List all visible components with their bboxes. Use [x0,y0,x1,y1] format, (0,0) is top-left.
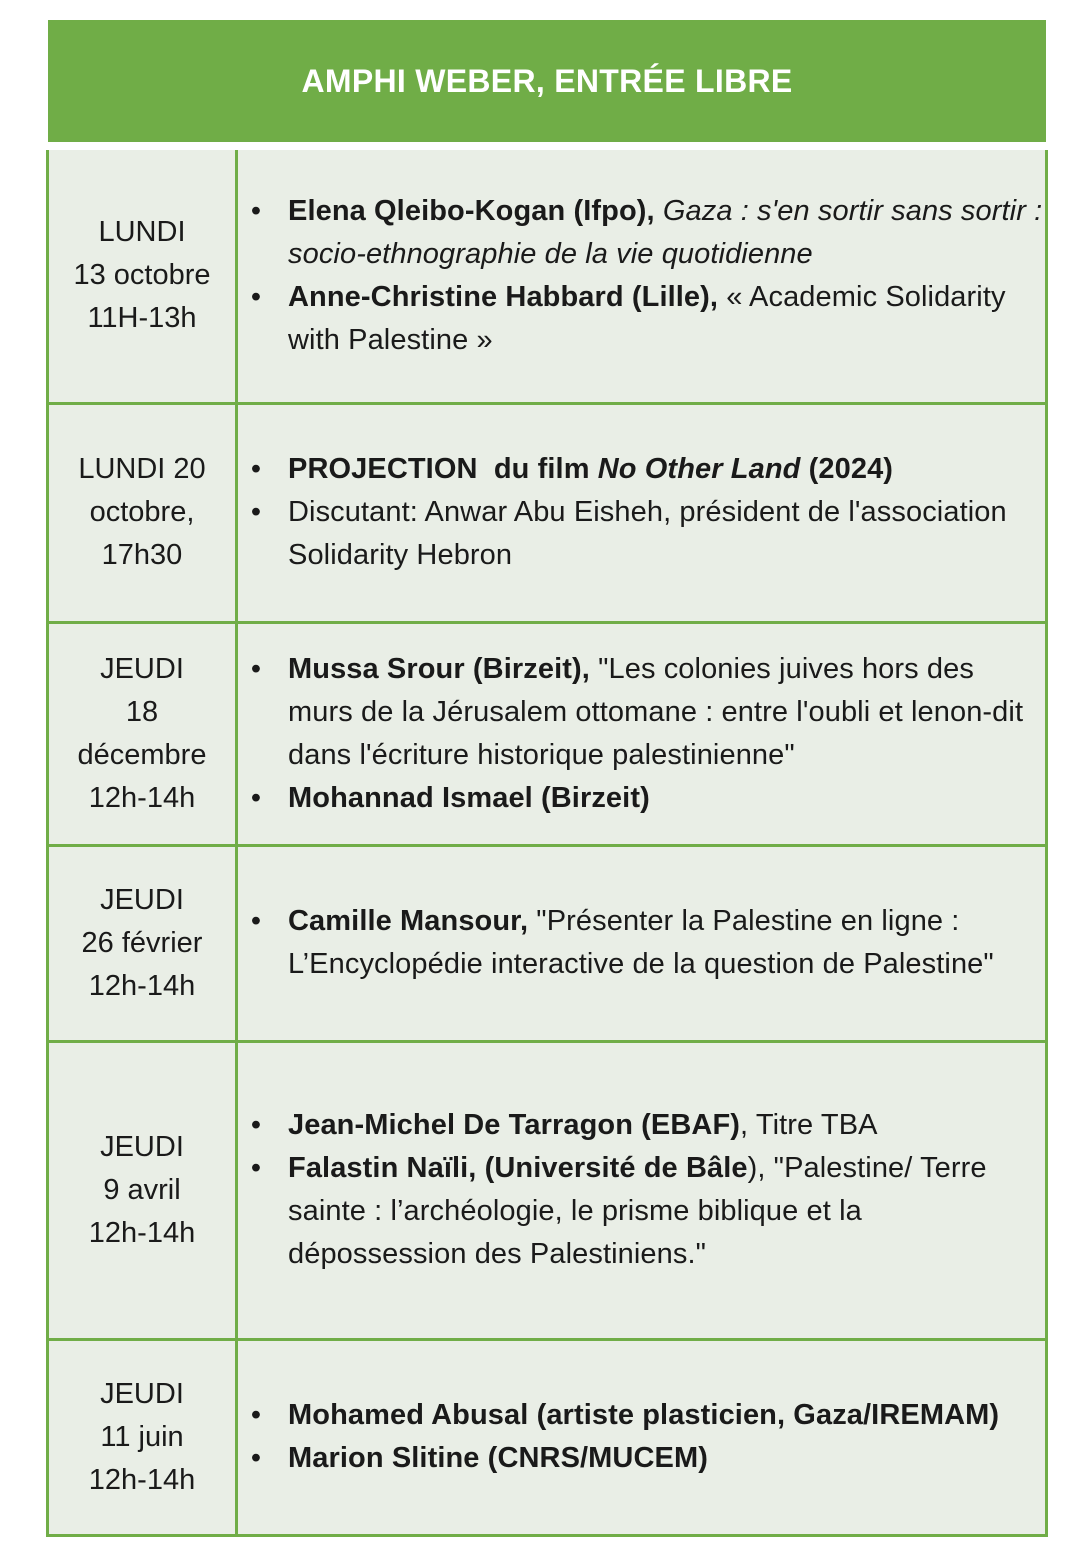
talk-list [242,448,1045,577]
session-content [237,1339,1047,1535]
speaker-name: Mohannad Ismael (Birzeit) [288,781,650,814]
session-date [48,1041,237,1339]
session-content [237,622,1047,845]
talk-title: « Academic Solidarity with Palestine » [288,280,1006,356]
bullet-icon: • [250,194,262,227]
date-date: 11 juin [100,1420,184,1453]
talk-item [242,190,1045,276]
session-date [48,1339,237,1535]
discussant-text: Discutant: Anwar Abu Eisheh, président de l'association Solidarity Hebron [288,496,1007,571]
date-time: 12h-14h [88,1216,196,1249]
session-row [48,1041,1047,1339]
date-day: LUNDI 20 [78,453,206,485]
talk-list [242,648,1045,820]
bullet-icon: • [250,1399,262,1431]
speaker-name: Marion Slitine (CNRS/MUCEM) [288,1442,708,1474]
talk-item [242,276,1045,362]
talk-item [242,1437,1045,1480]
speaker-name: Elena Qleibo-Kogan (Ifpo), [288,194,655,227]
session-content [237,845,1047,1041]
speaker-name: Mussa Srour (Birzeit), [288,652,590,685]
talk-list [242,1394,1045,1480]
date-month: décembre [77,738,207,771]
date-time: 12h-14h [88,781,196,814]
talk-item [242,777,1045,820]
date-time: 12h-14h [88,969,196,1002]
talk-title: Gaza : s'en sortir sans sortir : socio-ethnographie de la vie quotidienne [288,194,1043,270]
date-day: LUNDI [98,216,186,249]
talk-item [242,1147,1045,1276]
date-day: JEUDI [100,883,184,916]
date-time: 12h-14h [88,1463,196,1496]
date-date: octobre, [89,496,195,528]
session-date [48,622,237,845]
session-content [237,403,1047,622]
session-row [48,845,1047,1041]
date-date: 13 octobre [73,259,211,292]
speaker-name: Falastin Naïli, (Université de Bâle [288,1152,748,1184]
date-time: 11H-13h [87,302,197,335]
date-date: 18 [125,695,159,728]
session-content [237,150,1047,403]
bullet-icon: • [250,453,262,485]
session-row [48,1339,1047,1535]
session-date [48,845,237,1041]
talk-item [242,648,1045,777]
bullet-icon: • [250,781,262,814]
talk-list [242,900,1045,986]
session-date [48,403,237,622]
page-title: AMPHI WEBER, ENTRÉE LIBRE [301,62,793,99]
date-day: JEUDI [100,652,184,685]
session-date [48,150,237,403]
speaker-name: Jean-Michel De Tarragon (EBAF) [288,1109,741,1141]
date-day: JEUDI [100,1130,184,1163]
session-row [48,403,1047,622]
talk-item [242,448,1045,491]
bullet-icon: • [250,1109,262,1141]
bullet-icon: • [250,1152,262,1184]
talk-list [242,1104,1045,1276]
date-time: 17h30 [101,539,183,571]
speaker-name: Anne-Christine Habbard (Lille), [288,280,719,313]
film-year: (2024) [808,453,894,485]
talk-item [242,1104,1045,1147]
bullet-icon: • [250,905,262,937]
session-content [237,1041,1047,1339]
bullet-icon: • [250,280,262,313]
projection-label: PROJECTION du film [288,453,590,485]
speaker-name: Mohamed Abusal (artiste plasticien, Gaza/IREMAM) [288,1399,1000,1431]
talk-title: ), "Palestine/ Terre sainte : l’archéologie, le prisme biblique et la dépossession des Palestiniens." [288,1152,987,1270]
talk-title: , Titre TBA [740,1109,878,1141]
session-row [48,622,1047,845]
talk-list [242,190,1045,362]
speaker-name: Camille Mansour, [288,905,529,937]
session-row [48,150,1047,403]
talk-item [242,900,1045,986]
talk-item [242,1394,1045,1437]
bullet-icon: • [250,652,262,685]
date-date: 26 février [81,926,203,959]
bullet-icon: • [250,1442,262,1474]
talk-title: "Présenter la Palestine en ligne : L’Encyclopédie interactive de la question de Palestine" [288,905,994,980]
talk-item [242,491,1045,577]
date-day: JEUDI [100,1377,184,1410]
talk-title: "Les colonies juives hors des murs de la Jérusalem ottomane : entre l'oubli et lenon-dit dans l'écriture historique palestinienne" [288,652,1024,771]
header-banner [48,20,1046,142]
date-date: 9 avril [103,1173,181,1206]
film-title: No Other Land [597,453,801,485]
schedule-table [46,150,1048,1537]
bullet-icon: • [250,496,262,528]
